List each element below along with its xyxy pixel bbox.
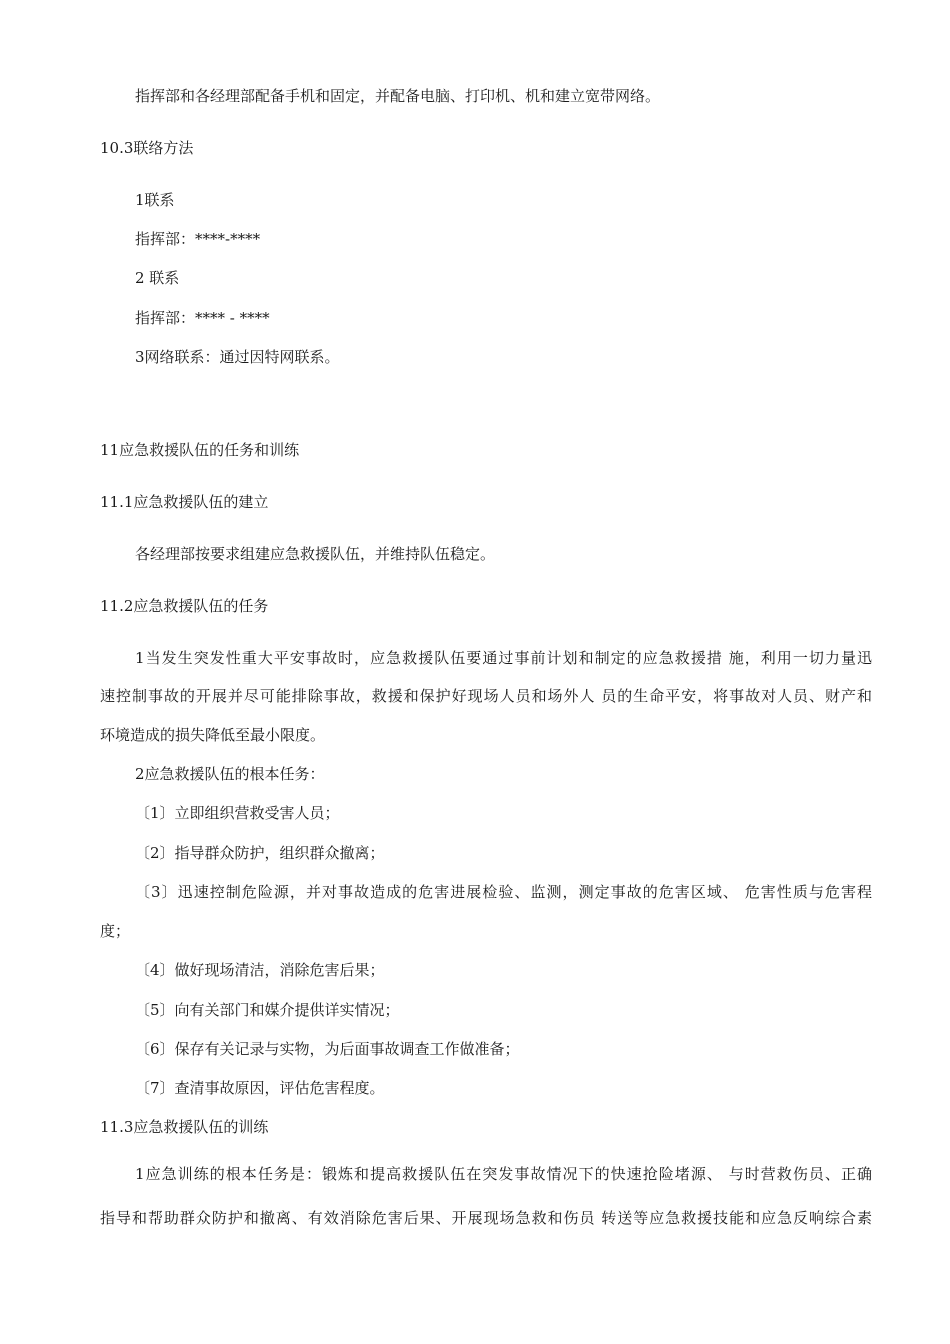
list-item: 〔1〕立即组织营救受害人员； <box>135 804 340 822</box>
section-heading: 11.2应急救援队伍的任务 <box>100 597 269 615</box>
paragraph-line: 指挥部：****-**** <box>135 230 261 248</box>
paragraph-line: 3网络联系：通过因特网联系。 <box>135 348 340 366</box>
list-item: 〔6〕保存有关记录与实物，为后面事故调查工作做准备； <box>135 1040 520 1058</box>
list-item: 度； <box>100 922 131 940</box>
list-item: 〔3〕迅速控制危险源，并对事故造成的危害进展检验、监测，测定事故的危害区域、 危害性质与危害程 <box>135 883 872 901</box>
paragraph-line: 2 联系 <box>135 269 180 287</box>
paragraph-line: 指挥部和各经理部配备手机和固定，并配备电脑、打印机、机和建立宽带网络。 <box>135 87 661 105</box>
paragraph-line: 1应急训练的根本任务是：锻炼和提高救援队伍在突发事故情况下的快速抢险堵源、 与时营救伤员、正确 <box>135 1165 872 1183</box>
paragraph-line: 2应急救援队伍的根本任务： <box>135 765 325 783</box>
paragraph-line: 1当发生突发性重大平安事故时，应急救援队伍要通过事前计划和制定的应急救援措 施，利用一切力量迅 <box>135 649 872 667</box>
list-item: 〔4〕做好现场清洁，消除危害后果； <box>135 961 385 979</box>
section-heading: 11.1应急救援队伍的建立 <box>100 493 269 511</box>
paragraph-line: 指挥部：**** - **** <box>135 309 270 327</box>
section-heading: 11应急救援队伍的任务和训练 <box>100 441 300 459</box>
paragraph-line: 各经理部按要求组建应急救援队伍，并维持队伍稳定。 <box>135 545 496 563</box>
list-item: 〔5〕向有关部门和媒介提供详实情况； <box>135 1001 400 1019</box>
paragraph-line: 指导和帮助群众防护和撤离、有效消除危害后果、开展现场急救和伤员 转送等应急救援技能和应急反响综合素 <box>100 1209 872 1227</box>
paragraph-line: 环境造成的损失降低至最小限度。 <box>100 726 326 744</box>
list-item: 〔7〕查清事故原因，评估危害程度。 <box>135 1079 385 1097</box>
paragraph-line: 速控制事故的开展并尽可能排除事故，救援和保护好现场人员和场外人 员的生命平安，将事故对人员、财产和 <box>100 687 872 705</box>
paragraph-line: 1联系 <box>135 191 175 209</box>
section-heading: 10.3联络方法 <box>100 139 194 157</box>
section-heading: 11.3应急救援队伍的训练 <box>100 1118 269 1136</box>
list-item: 〔2〕指导群众防护，组织群众撤离； <box>135 844 385 862</box>
